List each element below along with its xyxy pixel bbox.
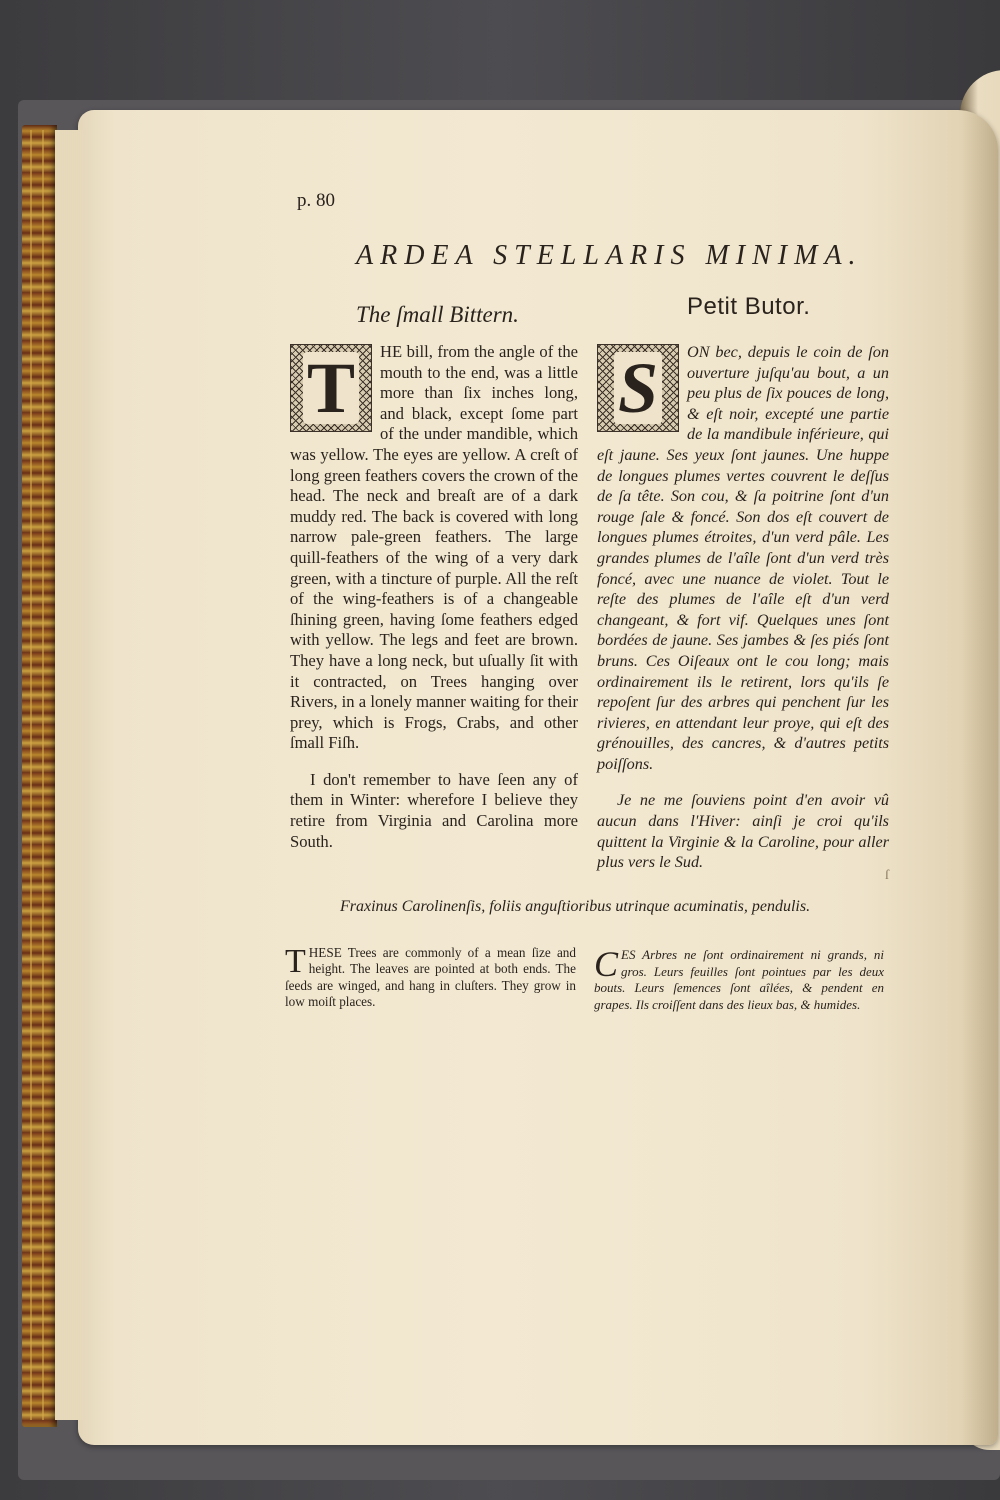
french-paragraph-1: ON bec, depuis le coin de ſon ouverture juſqu'au bout, a un peu plus de ſix pouces de long, & eſt noir, excepté une partie de la mandibule inférieure, qui eſt jaune. Ses yeux ſont jaunes. Une huppe de longues plumes vertes couvrent le deſſus de ſa tête. Son cou, & ſa poitrine ſont d'un rouge ſale & foncé. Son dos eſt couvert de longues plumes étroites, d'un verd pâle. Les grandes plumes de l'aîle ſont d'un verd très foncé, avec une nuance de violet. Tout le reſte des plumes de l'aîle eſt d'un verd changeant, & fort vif. Quelques unes ſont bordées de jaune. Ses jambes & ſes piés ſont bruns. Ces Oiſeaux ont le cou long; mais ordinairement ils le retirent, lors qu'ils ſe repoſent ſur des arbres qui penchent ſur les rivieres, en attendant leur proye, qui eſt des grénouilles, des cancres, & d'autres petits poiſſons. [597, 343, 889, 773]
plant-french-column [594, 944, 884, 1013]
french-column [597, 342, 889, 873]
page-reference: p. 80 [297, 190, 335, 211]
gilt-border [30, 130, 44, 1420]
french-paragraph-2: Je ne me ſouviens point d'en avoir vû aucun dans l'Hiver: ainſi je croi qu'ils quittent la Virginie & la Caroline, pour aller plus vers le Sud. [597, 791, 889, 872]
plant-english-text: HESE Trees are commonly of a mean ſize and height. The leaves are pointed at both ends. The ſeeds are winged, and hang in cluſters. They grow in low moiſt places. [285, 945, 576, 1009]
dropcap-letter: T [303, 352, 359, 424]
page-title: ARDEA STELLARIS MINIMA. [356, 240, 863, 271]
page-edges [55, 130, 83, 1420]
english-paragraph-1: HE bill, from the angle of the mouth to the end, was a little more than ſix inches long, and black, except ſome part of the under mandible, which was yellow. The eyes are yellow. A creſt of long green feathers covers the crown of the head. The neck and breaſt are of a dark muddy red. The back is covered with long narrow pale-green feathers. The large quill-feathers of the wing of a very dark green, with a tincture of purple. All the reſt of the wing-feathers is of a changeable ſhining green, having ſome feathers edged with yellow. The legs and feet are brown. They have a long neck, but uſually ſit with it contracted, on Trees hanging over Rivers, in a lonely manner waiting for their prey, which is Frogs, Crabs, and other ſmall Fiſh. [290, 342, 578, 753]
dropcap-letter: S [614, 352, 662, 424]
plant-english-dropcap: T [285, 943, 306, 980]
plant-french-text: ES Arbres ne ſont ordinairement ni grands, ni gros. Leurs feuilles ſont pointues par les deux bouts. Leurs ſemences ſont aîlées, & pendent en grapes. Ils croiſſent dans des lieux bas, & humides. [594, 947, 884, 1012]
english-column [290, 342, 578, 852]
plant-english-column [285, 945, 576, 1010]
english-paragraph-2: I don't remember to have ſeen any of them in Winter: wherefore I believe they retire from Virginia and Carolina more South. [290, 769, 578, 851]
english-heading: The ſmall Bittern. [356, 302, 519, 327]
ornamental-dropcap-s [597, 344, 679, 432]
french-heading: Petit Butor. [687, 293, 811, 320]
margin-mark: ſ [885, 868, 889, 883]
plant-french-dropcap: C [594, 944, 619, 984]
ornamental-dropcap-t [290, 344, 372, 432]
plant-title: Fraxinus Carolinenſis, foliis anguſtioribus utrinque acuminatis, pendulis. [340, 898, 811, 915]
